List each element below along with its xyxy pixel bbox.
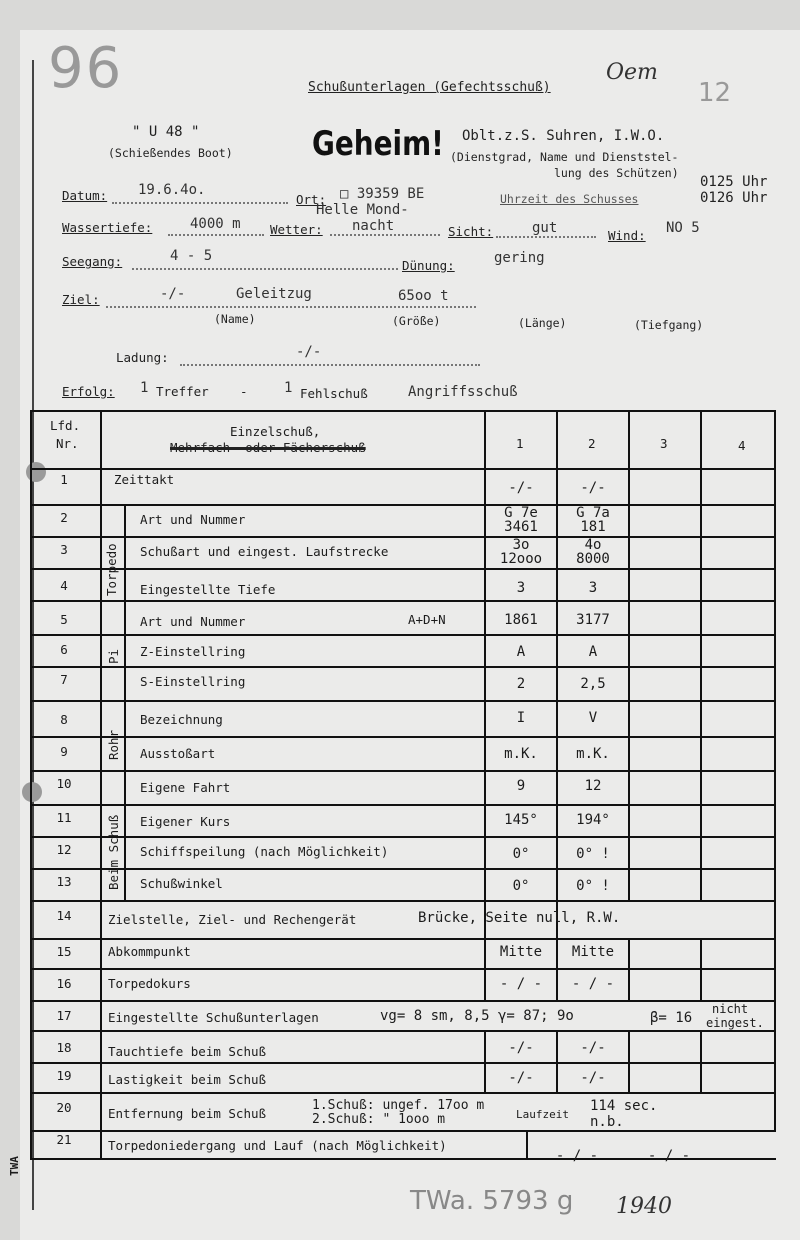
- duenung-value: gering: [494, 250, 545, 266]
- page-number: 12: [698, 78, 732, 108]
- officer-value: Oblt.z.S. Suhren, I.W.O.: [462, 128, 665, 144]
- time-2: 0126 Uhr: [700, 190, 768, 206]
- group-pi: Pi: [106, 648, 121, 664]
- datum-label: Datum:: [62, 188, 108, 203]
- row-nr: 12: [56, 842, 72, 857]
- value-col1: 0°: [512, 878, 530, 894]
- row-label-extra: A+D+N: [408, 612, 446, 627]
- header-title: Einzelschuß,: [230, 424, 321, 439]
- initials: Oem: [606, 60, 658, 85]
- value-col1: 9: [516, 778, 526, 794]
- row-17-beta: β= 16: [650, 1010, 693, 1026]
- erfolg-treffer-count: 1: [140, 380, 149, 396]
- header-col-1: 1: [516, 436, 524, 451]
- ort-label: Ort:: [296, 192, 327, 207]
- value-col2: -/-: [580, 480, 606, 496]
- value-col2: 3: [588, 580, 598, 596]
- row-label: Zeittakt: [114, 472, 175, 487]
- ziel-caption-size: (Größe): [392, 314, 441, 328]
- header-lfd: Lfd.: [50, 418, 81, 433]
- row-label: Torpedoniedergang und Lauf (nach Möglichkeit): [108, 1138, 447, 1153]
- header-nr: Nr.: [56, 436, 79, 451]
- row-nr: 10: [56, 776, 72, 791]
- row-17-note-2: eingest.: [706, 1016, 764, 1030]
- value-col2: A: [588, 644, 598, 660]
- erfolg-fehl-count: 1: [284, 380, 293, 396]
- row-label: Lastigkeit beim Schuß: [108, 1072, 267, 1087]
- value-col2: 2,5: [580, 676, 606, 692]
- value-col2: 0° !: [576, 878, 610, 894]
- ort-value: □ 39359 BE: [340, 186, 425, 202]
- group-torpedo: Torpedo: [104, 543, 119, 596]
- row-label: Eingestellte Tiefe: [140, 582, 276, 597]
- value-col2: 3177: [576, 612, 610, 628]
- erfolg-fehl-label: Fehlschuß: [300, 386, 368, 401]
- wind-label: Wind:: [608, 228, 646, 243]
- value-col2: G 7a 181: [576, 505, 610, 535]
- geheim-stamp: Geheim!: [312, 124, 444, 164]
- row-label: Art und Nummer: [140, 512, 246, 527]
- ziel-dash: -/-: [160, 286, 186, 302]
- row-label: Zielstelle, Ziel- und Rechengerät: [108, 912, 357, 927]
- row-nr: 3: [60, 542, 68, 557]
- ziel-caption-name: (Name): [214, 312, 256, 326]
- wassertiefe-label: Wassertiefe:: [62, 220, 153, 235]
- value-col1: 3: [516, 580, 526, 596]
- erfolg-label: Erfolg:: [62, 384, 115, 399]
- ladung-label: Ladung:: [116, 350, 169, 365]
- erfolg-treffer-label: Treffer: [156, 384, 209, 399]
- row-label: Torpedokurs: [108, 976, 191, 991]
- row-nr: 17: [56, 1008, 72, 1023]
- datum-value: 19.6.4o.: [138, 182, 206, 198]
- sicht-value: gut: [532, 220, 558, 236]
- shot-table: [30, 410, 776, 1164]
- seegang-label: Seegang:: [62, 254, 123, 269]
- row-label: Tauchtiefe beim Schuß: [108, 1044, 267, 1059]
- row-nr: 5: [60, 612, 68, 627]
- value-col2: V: [588, 710, 598, 726]
- row-nr: 8: [60, 712, 68, 727]
- value-col1: -/-: [508, 1070, 534, 1086]
- header-col-3: 3: [660, 436, 668, 451]
- row-nr: 19: [56, 1068, 72, 1083]
- side-mark: TWA: [8, 1156, 21, 1176]
- row-nr: 13: [56, 874, 72, 889]
- row-nr: 11: [56, 810, 72, 825]
- row-nr: 9: [60, 744, 68, 759]
- row-label: Z-Einstellring: [140, 644, 246, 659]
- row-20-shot2: 2.Schuß: " 1ooo m: [312, 1112, 446, 1127]
- officer-caption-2: lung des Schützen): [554, 166, 679, 180]
- ziel-caption-draft: (Tiefgang): [634, 318, 704, 332]
- row-label: Eigener Kurs: [140, 814, 231, 829]
- uhrzeit-label: Uhrzeit des Schusses: [500, 192, 639, 206]
- row-nr: 18: [56, 1040, 72, 1055]
- value-col2: - / -: [647, 1148, 691, 1164]
- value-col1: 2: [516, 676, 526, 692]
- row-label: Abkommpunkt: [108, 944, 191, 959]
- row-nr: 7: [60, 672, 68, 687]
- row-label: Schußart und eingest. Laufstrecke: [140, 544, 389, 559]
- row-nr: 15: [56, 944, 72, 959]
- wassertiefe-value: 4000 m: [190, 216, 241, 232]
- value-col2: m.K.: [576, 746, 610, 762]
- value-col1: 0°: [512, 846, 530, 862]
- row-label: Bezeichnung: [140, 712, 223, 727]
- value-col1: 1861: [504, 612, 538, 628]
- group-beim-schuss: Beim Schuß: [106, 814, 121, 890]
- boat-caption: (Schießendes Boot): [108, 146, 233, 160]
- row-label: Schußwinkel: [140, 876, 223, 891]
- value-col2: 0° !: [576, 846, 610, 862]
- ziel-size-value: 65oo t: [398, 288, 449, 304]
- ziel-name-value: Geleitzug: [236, 286, 312, 302]
- row-label: Entfernung beim Schuß: [108, 1106, 267, 1121]
- row-label: Ausstoßart: [140, 746, 216, 761]
- wetter-value-2: nacht: [352, 218, 395, 234]
- row-17-span-value: vg= 8 sm, 8,5 γ= 87; 9o: [380, 1008, 574, 1024]
- duenung-label: Dünung:: [402, 258, 455, 273]
- row-nr: 2: [60, 510, 68, 525]
- sicht-label: Sicht:: [448, 224, 494, 239]
- row-nr: 6: [60, 642, 68, 657]
- value-col2: 12: [584, 778, 602, 794]
- value-col2: -/-: [580, 1040, 606, 1056]
- ziel-caption-length: (Länge): [518, 316, 567, 330]
- header-struck-text: Mehrfach- oder Fächerschuß: [170, 440, 366, 455]
- row-nr: 16: [56, 976, 72, 991]
- row-20-lz2: n.b.: [590, 1114, 624, 1130]
- value-col2: 194°: [576, 812, 610, 828]
- row-label: Art und Nummer: [140, 614, 246, 629]
- value-col1: I: [516, 710, 526, 726]
- erfolg-dash: -: [240, 384, 248, 399]
- row-nr: 20: [56, 1100, 72, 1115]
- value-col1: A: [516, 644, 526, 660]
- value-col1: 3o 12ooo: [499, 537, 543, 567]
- wetter-label: Wetter:: [270, 222, 323, 237]
- value-col1: Mitte: [499, 944, 543, 960]
- row-17-note-1: nicht: [712, 1002, 749, 1016]
- value-col2: Mitte: [571, 944, 615, 960]
- row-14-span-value: Brücke, Seite null, R.W.: [418, 910, 621, 926]
- ladung-value: -/-: [296, 344, 322, 360]
- boat-value: " U 48 ": [132, 124, 200, 140]
- value-col2: -/-: [580, 1070, 606, 1086]
- value-col1: - / -: [555, 1148, 599, 1164]
- row-20-shot1: 1.Schuß: ungef. 17oo m: [312, 1098, 485, 1113]
- value-col1: G 7e 3461: [504, 505, 538, 535]
- value-col1: -/-: [508, 480, 534, 496]
- form-title: Schußunterlagen (Gefechtsschuß): [308, 80, 551, 95]
- time-1: 0125 Uhr: [700, 174, 768, 190]
- header-col-2: 2: [588, 436, 596, 451]
- ziel-label: Ziel:: [62, 292, 100, 307]
- erfolg-note: Angriffsschuß: [408, 384, 518, 400]
- row-label: S-Einstellring: [140, 674, 246, 689]
- group-rohr: Rohr: [106, 729, 121, 760]
- officer-caption-1: (Dienstgrad, Name und Dienststel-: [450, 150, 679, 164]
- row-label: Eingestellte Schußunterlagen: [108, 1010, 319, 1025]
- header-col-4: 4: [738, 438, 746, 453]
- wetter-value-1: Helle Mond-: [316, 202, 409, 218]
- row-nr: 1: [60, 472, 68, 487]
- row-label: Schiffspeilung (nach Möglichkeit): [140, 844, 389, 859]
- row-nr: 21: [56, 1132, 72, 1147]
- corner-number: 96: [48, 36, 124, 101]
- value-col2: 4o 8000: [576, 537, 610, 567]
- seegang-value: 4 - 5: [170, 248, 213, 264]
- row-label: Eigene Fahrt: [140, 780, 231, 795]
- value-col1: m.K.: [504, 746, 538, 762]
- archive-year: 1940: [616, 1194, 672, 1219]
- value-col1: -/-: [508, 1040, 534, 1056]
- row-20-laufzeit: Laufzeit: [516, 1108, 569, 1121]
- value-col1: 145°: [504, 812, 538, 828]
- row-20-lz1: 114 sec.: [590, 1098, 658, 1114]
- row-nr: 4: [60, 578, 68, 593]
- wind-value: NO 5: [666, 220, 700, 236]
- row-nr: 14: [56, 908, 72, 923]
- archive-stamp: TWa. 5793 g: [410, 1186, 574, 1216]
- value-col2: - / -: [571, 976, 615, 992]
- value-col1: - / -: [499, 976, 543, 992]
